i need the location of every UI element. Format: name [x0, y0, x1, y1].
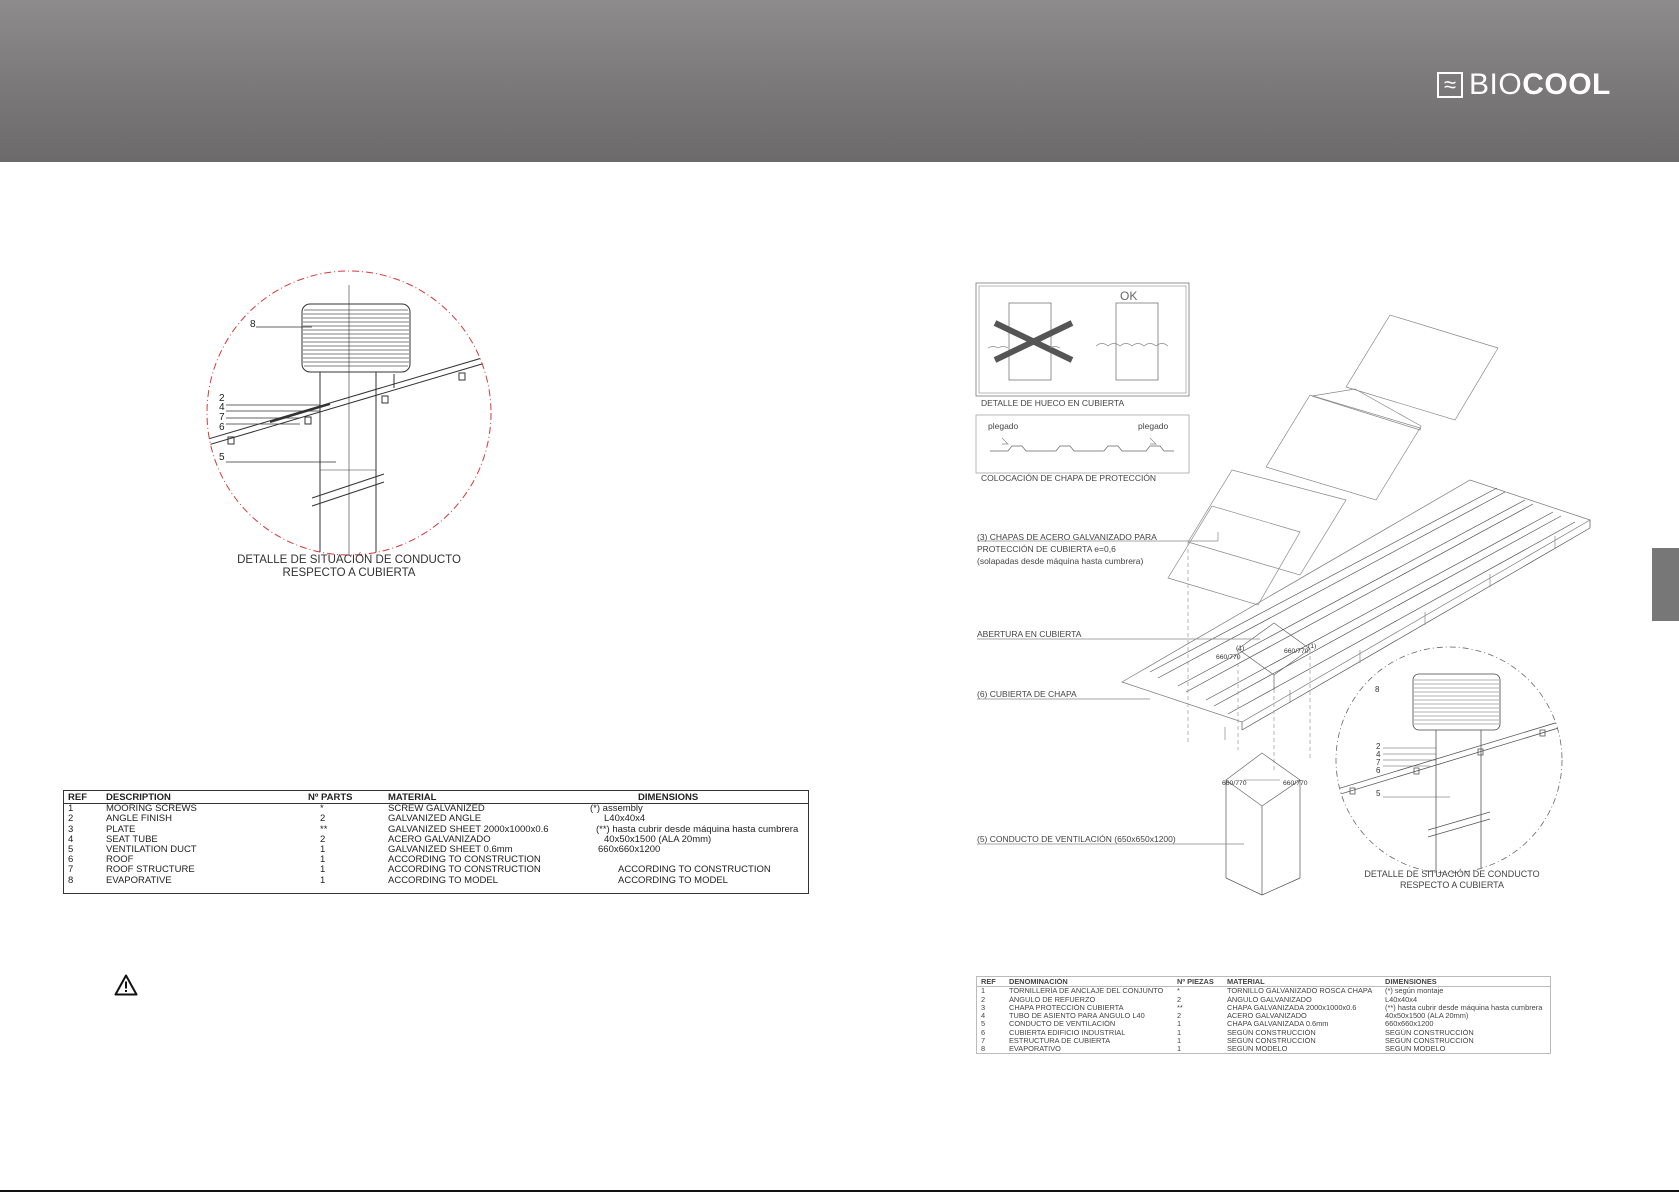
brand-name: BIOCOOL: [1469, 68, 1611, 101]
dim-660-770-d: 660/770: [1283, 780, 1308, 787]
table-row: 1 MOORING SCREWS * SCREW GALVANIZED (*) assembly: [68, 804, 643, 815]
table-row: 7 ROOF STRUCTURE 1 ACCORDING TO CONSTRUCTION ACCORDING TO CONSTRUCTIÓN: [68, 865, 771, 876]
right-duct-detail: [1334, 647, 1565, 880]
table-row: 4 SEAT TUBE 2 ACERO GALVANIZADO 40x50x1500 (ALA 20mm): [68, 834, 712, 845]
left-callout-2: 2: [219, 393, 225, 404]
table-row: 6 ROOF 1 ACCORDING TO CONSTRUCTIÓN: [68, 855, 541, 866]
ok-label: OK: [1120, 289, 1138, 303]
table-header: REF DESCRIPTION Nº PARTS MATERIAL DIMENSIONS: [64, 791, 808, 804]
parts-table-spanish: [976, 976, 1551, 1054]
right-callout-2: 2: [1376, 742, 1381, 751]
label-chapas-line2: PROTECCIÓN DE CUBIERTA e=0,6: [977, 544, 1116, 554]
right-callout-5: 5: [1376, 789, 1381, 798]
label-chapas-line1: (3) CHAPAS DE ACERO GALVANIZADO PARA: [977, 532, 1157, 542]
dim-mark-1: (1): [1236, 645, 1245, 652]
label-conducto: (5) CONDUCTO DE VENTILACIÓN (650x650x1200): [977, 834, 1176, 844]
right-detail-caption-line1: DETALLE DE SITUACIÓN DE CONDUCTO: [1364, 869, 1540, 879]
right-callout-6: 6: [1376, 766, 1381, 775]
table-row: 1 TORNILLERÍA DE ANCLAJE DEL CONJUNTO * TORNILLO GALVANIZADO ROSCA CHAPA (*) según montaje: [981, 987, 1444, 996]
left-detail-caption-line1: DETALLE DE SITUACIÓN DE CONDUCTO: [237, 554, 461, 566]
table-row: 4 TUBO DE ASIENTO PARA ÁNGULO L40 2 ACERO GALVANIZADO 40x50x1500 (ALA 20mm): [981, 1012, 1469, 1021]
label-cubierta: (6) CUBIERTA DE CHAPA: [977, 689, 1077, 699]
right-callout-4: 4: [1376, 750, 1381, 759]
left-duct-detail: [205, 271, 492, 560]
parts-table-english: [63, 790, 809, 894]
dim-660-770-a: 660/770: [1216, 654, 1241, 661]
table-row: 6 CUBIERTA EDIFICIO INDUSTRIAL 1 SEGÚN CONSTRUCCIÓN SEGÚN CONSTRUCCIÓN: [981, 1028, 1474, 1037]
table-header: REF DENOMINACIÓN Nº PIEZAS MATERIAL DIMENSIONES: [977, 977, 1550, 987]
protection-sheet-caption: COLOCACIÓN DE CHAPA DE PROTECCIÓN: [981, 473, 1157, 483]
left-callout-8: 8: [250, 319, 256, 330]
hole-detail-caption: DETALLE DE HUECO EN CUBIERTA: [981, 398, 1125, 408]
right-callout-7: 7: [1376, 758, 1381, 767]
table-row: 8 EVAPORATIVO 1 SEGÚN MODELO SEGÚN MODELO: [981, 1045, 1446, 1054]
left-callout-6: 6: [219, 422, 225, 433]
label-abertura: ABERTURA EN CUBIERTA: [977, 629, 1082, 639]
table-row: 3 CHAPA PROTECCIÓN CUBIERTA ** CHAPA GALVANIZADA 2000x1000x0.6 (**) hasta cubrir desde máquina hasta cumbrera: [981, 1003, 1543, 1012]
table-row: 2 ANGLE FINISH 2 GALVANIZED ANGLE L40x40x4: [68, 814, 646, 825]
right-detail-caption-line2: RESPECTO A CUBIERTA: [1399, 880, 1505, 890]
left-detail-caption-line2: RESPECTO A CUBIERTA: [282, 567, 416, 579]
table-row: 3 PLATE ** GALVANIZED SHEET 2000x1000x0.6 (**) hasta cubrir desde máquina hasta cumbrera: [68, 824, 799, 835]
dim-660-770-b: 660/770: [1284, 648, 1309, 655]
label-chapas-line3: (solapadas desde máquina hasta cumbrera): [977, 556, 1144, 566]
table-row: 5 CONDUCTO DE VENTILACIÓN 1 CHAPA GALVANIZADA 0.6mm 660x660x1200: [981, 1020, 1434, 1029]
warning-triangle-icon: [114, 974, 138, 996]
left-callout-4: 4: [219, 402, 225, 413]
wave-icon: ≈: [1437, 72, 1463, 98]
plegado-label-left: plegado: [988, 421, 1019, 431]
dim-mark-2: (1): [1308, 643, 1317, 650]
left-callout-7: 7: [219, 412, 225, 423]
table-row: 7 ESTRUCTURA DE CUBIERTA 1 SEGÚN CONSTRUCCIÓN SEGÚN CONSTRUCCIÓN: [981, 1037, 1474, 1046]
table-row: 2 ÁNGULO DE REFUERZO 2 ÁNGULO GALVANIZADO L40x40x4: [981, 995, 1418, 1004]
table-row: 8 EVAPORATIVE 1 ACCORDING TO MODEL ACCORDING TO MODEL: [68, 875, 728, 886]
table-row: 5 VENTILATION DUCT 1 GALVANIZED SHEET 0.6mm 660x660x1200: [68, 845, 661, 856]
plegado-label-right: plegado: [1138, 421, 1169, 431]
right-callout-8: 8: [1375, 685, 1380, 694]
isometric-drawing: [976, 283, 1590, 895]
dim-660-770-c: 660/770: [1222, 780, 1247, 787]
left-callout-5: 5: [219, 452, 225, 463]
